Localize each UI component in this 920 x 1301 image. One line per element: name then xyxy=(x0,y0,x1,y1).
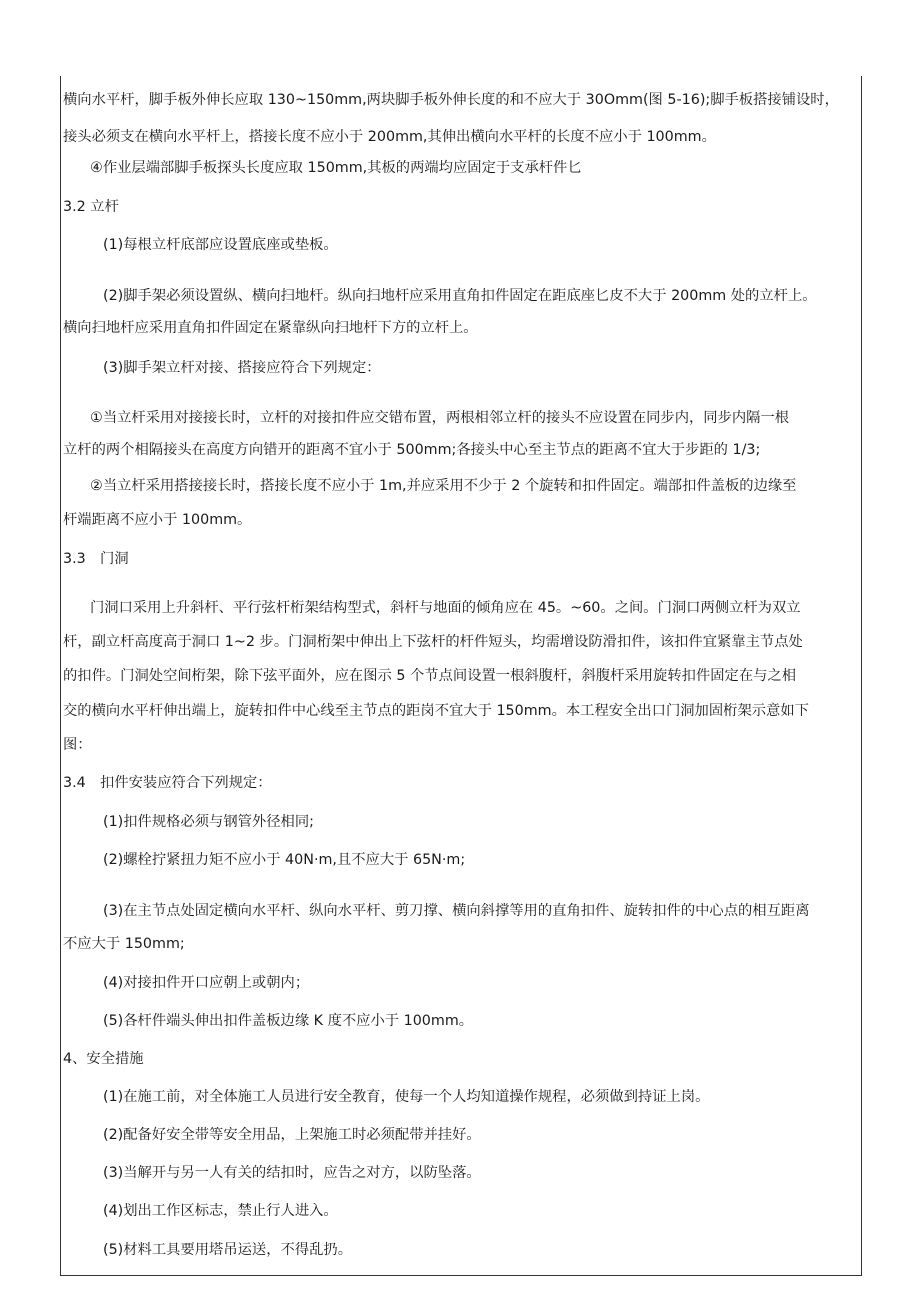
section-heading: 3.3 门洞 xyxy=(63,551,129,567)
text-line: (1)在施工前，对全体施工人员进行安全教育，使每一个人均知道操作规程，必须做到持证上岗。 xyxy=(103,1089,710,1105)
text-line: 门洞口采用上升斜杆、平行弦杆桁架结构型式，斜杆与地面的倾角应在 45。~60。之间。门洞口两侧立杆为双立 xyxy=(90,600,801,616)
section-heading: 4、安全措施 xyxy=(63,1051,144,1067)
text-line: 交的横向水平杆伸出端上，旋转扣件中心线至主节点的距岗不宜大于 150mm。本工程安全出口门洞加固桁架示意如下 xyxy=(63,703,809,719)
text-line: 杆，副立杆高度高于洞口 1~2 步。门洞桁架中伸出上下弦杆的杆件短头，均需增设防滑扣件，该扣件宜紧靠主节点处 xyxy=(63,634,803,650)
text-line: (3)脚手架立杆对接、搭接应符合下列规定： xyxy=(103,360,381,376)
text-line: 图： xyxy=(63,737,92,753)
text-line: (2)螺栓拧紧扭力矩不应小于 40N·m,且不应大于 65N·m; xyxy=(103,852,466,868)
text-line: (3)当解开与另一人有关的结扣时，应告之对方，以防坠落。 xyxy=(103,1165,481,1181)
text-line: 横向扫地杆应采用直角扣件固定在紧靠纵向扫地杆下方的立杆上。 xyxy=(63,320,478,336)
text-line: (4)划出工作区标志，禁止行人进入。 xyxy=(103,1203,338,1219)
text-line: ④作业层端部脚手板探头长度应取 150mm,其板的两端均应固定于支承杆件匕 xyxy=(90,160,582,176)
text-line: 杆端距离不应小于 100mm。 xyxy=(63,512,252,528)
text-line: ①当立杆采用对接接长时，立杆的对接扣件应交错布置，两根相邻立杆的接头不应设置在同步内，同步内隔一根 xyxy=(90,410,790,426)
text-line: (1)扣件规格必须与钢管外径相同; xyxy=(103,814,314,830)
text-line: 的扣件。门洞处空间桁架，除下弦平面外，应在图示 5 个节点间设置一根斜腹杆，斜腹杆采用旋转扣件固定在与之相 xyxy=(63,668,797,684)
text-line: (4)对接扣件开口应朝上或朝内； xyxy=(103,975,310,991)
text-line: (5)各杆件端头伸出扣件盖板边缘 K 度不应小于 100mm。 xyxy=(103,1013,474,1029)
section-heading: 3.4 扣件安装应符合下列规定： xyxy=(63,775,272,791)
text-line: (5)材料工具要用塔吊运送，不得乱扔。 xyxy=(103,1242,352,1258)
text-line: 接头必须支在横向水平杆上，搭接长度不应小于 200mm,其伸出横向水平杆的长度不应小于 100mm。 xyxy=(63,129,716,145)
text-line: (3)在主节点处固定横向水平杆、纵向水平杆、剪刀撑、横向斜撑等用的直角扣件、旋转扣件的中心点的相互距离 xyxy=(103,903,810,919)
text-line: (1)每根立杆底部应设置底座或垫板。 xyxy=(103,237,338,253)
text-line: (2)脚手架必须设置纵、横向扫地杆。纵向扫地杆应采用直角扣件固定在距底座匕皮不大于 200mm 处的立杆上。 xyxy=(103,288,817,304)
text-line: 立杆的两个相隔接头在高度方向错开的距离不宜小于 500mm;各接头中心至主节点的距离不宜大于步距的 1/3; xyxy=(63,442,761,458)
text-line: ②当立杆采用搭接接长时，搭接长度不应小于 1m,并应采用不少于 2 个旋转和扣件固定。端部扣件盖板的边缘至 xyxy=(90,478,797,494)
text-line: (2)配备好安全带等安全用品，上架施工时必须配带并挂好。 xyxy=(103,1127,481,1143)
section-heading: 3.2 立杆 xyxy=(63,199,119,215)
text-line: 不应大于 150mm; xyxy=(63,936,185,952)
text-line: 横向水平杆，脚手板外伸长应取 130~150mm,两块脚手板外伸长度的和不应大于 30Omm(图 5-16);脚手板搭接铺设时， xyxy=(63,92,839,108)
